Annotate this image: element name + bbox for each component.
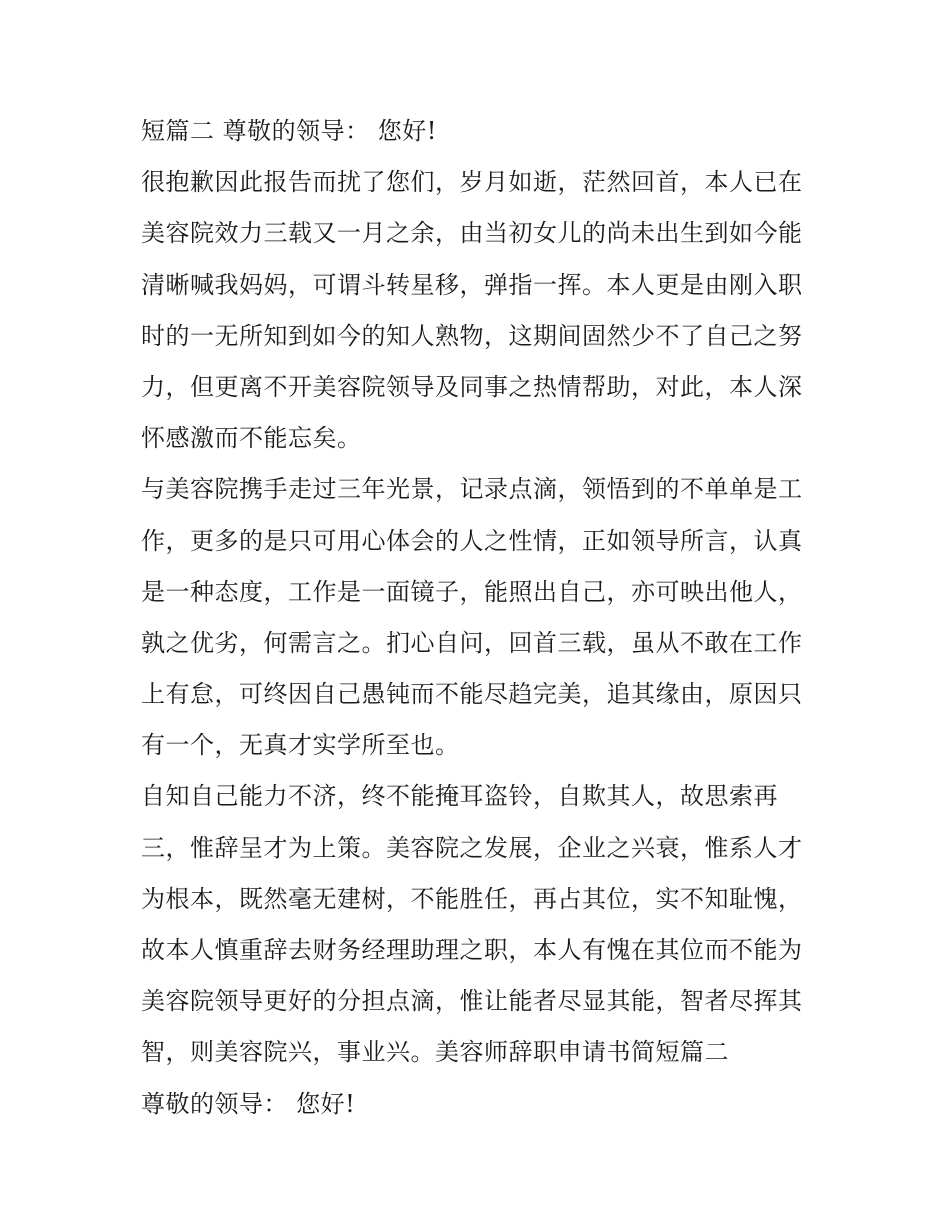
text-line: 尊敬的领导： 您好! (141, 1089, 356, 1118)
text-line: 有一个，无真才实学所至也。 (141, 731, 460, 760)
text-line: 很抱歉因此报告而扰了您们，岁月如逝，茫然回首，本人已在 (141, 168, 803, 197)
text-line: 智，则美容院兴，事业兴。美容师辞职申请书简短篇二 (141, 1038, 729, 1067)
text-line: 是一种态度，工作是一面镜子，能照出自己，亦可映出他人， (141, 577, 803, 606)
text-line: 自知自己能力不济，终不能掩耳盗铃，自欺其人，故思索再 (141, 782, 778, 811)
text-line: 孰之优劣，何需言之。扪心自问，回首三载，虽从不敢在工作 (141, 628, 803, 657)
text-line: 三，惟辞呈才为上策。美容院之发展，企业之兴衰，惟系人才 (141, 833, 803, 862)
text-line: 怀感激而不能忘矣。 (141, 424, 362, 453)
text-line: 为根本，既然毫无建树，不能胜任，再占其位，实不知耻愧， (141, 884, 803, 913)
text-line: 短篇二 尊敬的领导： 您好! (141, 117, 437, 145)
text-line: 美容院领导更好的分担点滴，惟让能者尽显其能，智者尽挥其 (141, 987, 803, 1016)
text-line: 上有怠，可终因自己愚钝而不能尽趋完美，追其缘由，原因只 (141, 680, 803, 709)
text-line: 时的一无所知到如今的知人熟物，这期间固然少不了自己之努 (141, 321, 803, 350)
text-line: 故本人慎重辞去财务经理助理之职，本人有愧在其位而不能为 (141, 936, 803, 964)
text-line: 力，但更离不开美容院领导及同事之热情帮助，对此，本人深 (141, 372, 803, 401)
text-line: 与美容院携手走过三年光景，记录点滴，领悟到的不单单是工 (141, 475, 803, 504)
text-line: 作，更多的是只可用心体会的人之性情，正如领导所言，认真 (141, 526, 803, 555)
document-body (141, 106, 821, 1130)
text-line: 清晰喊我妈妈，可谓斗转星移，弹指一挥。本人更是由刚入职 (141, 270, 803, 299)
text-line: 美容院效力三载又一月之余，由当初女儿的尚未出生到如今能 (141, 219, 803, 248)
